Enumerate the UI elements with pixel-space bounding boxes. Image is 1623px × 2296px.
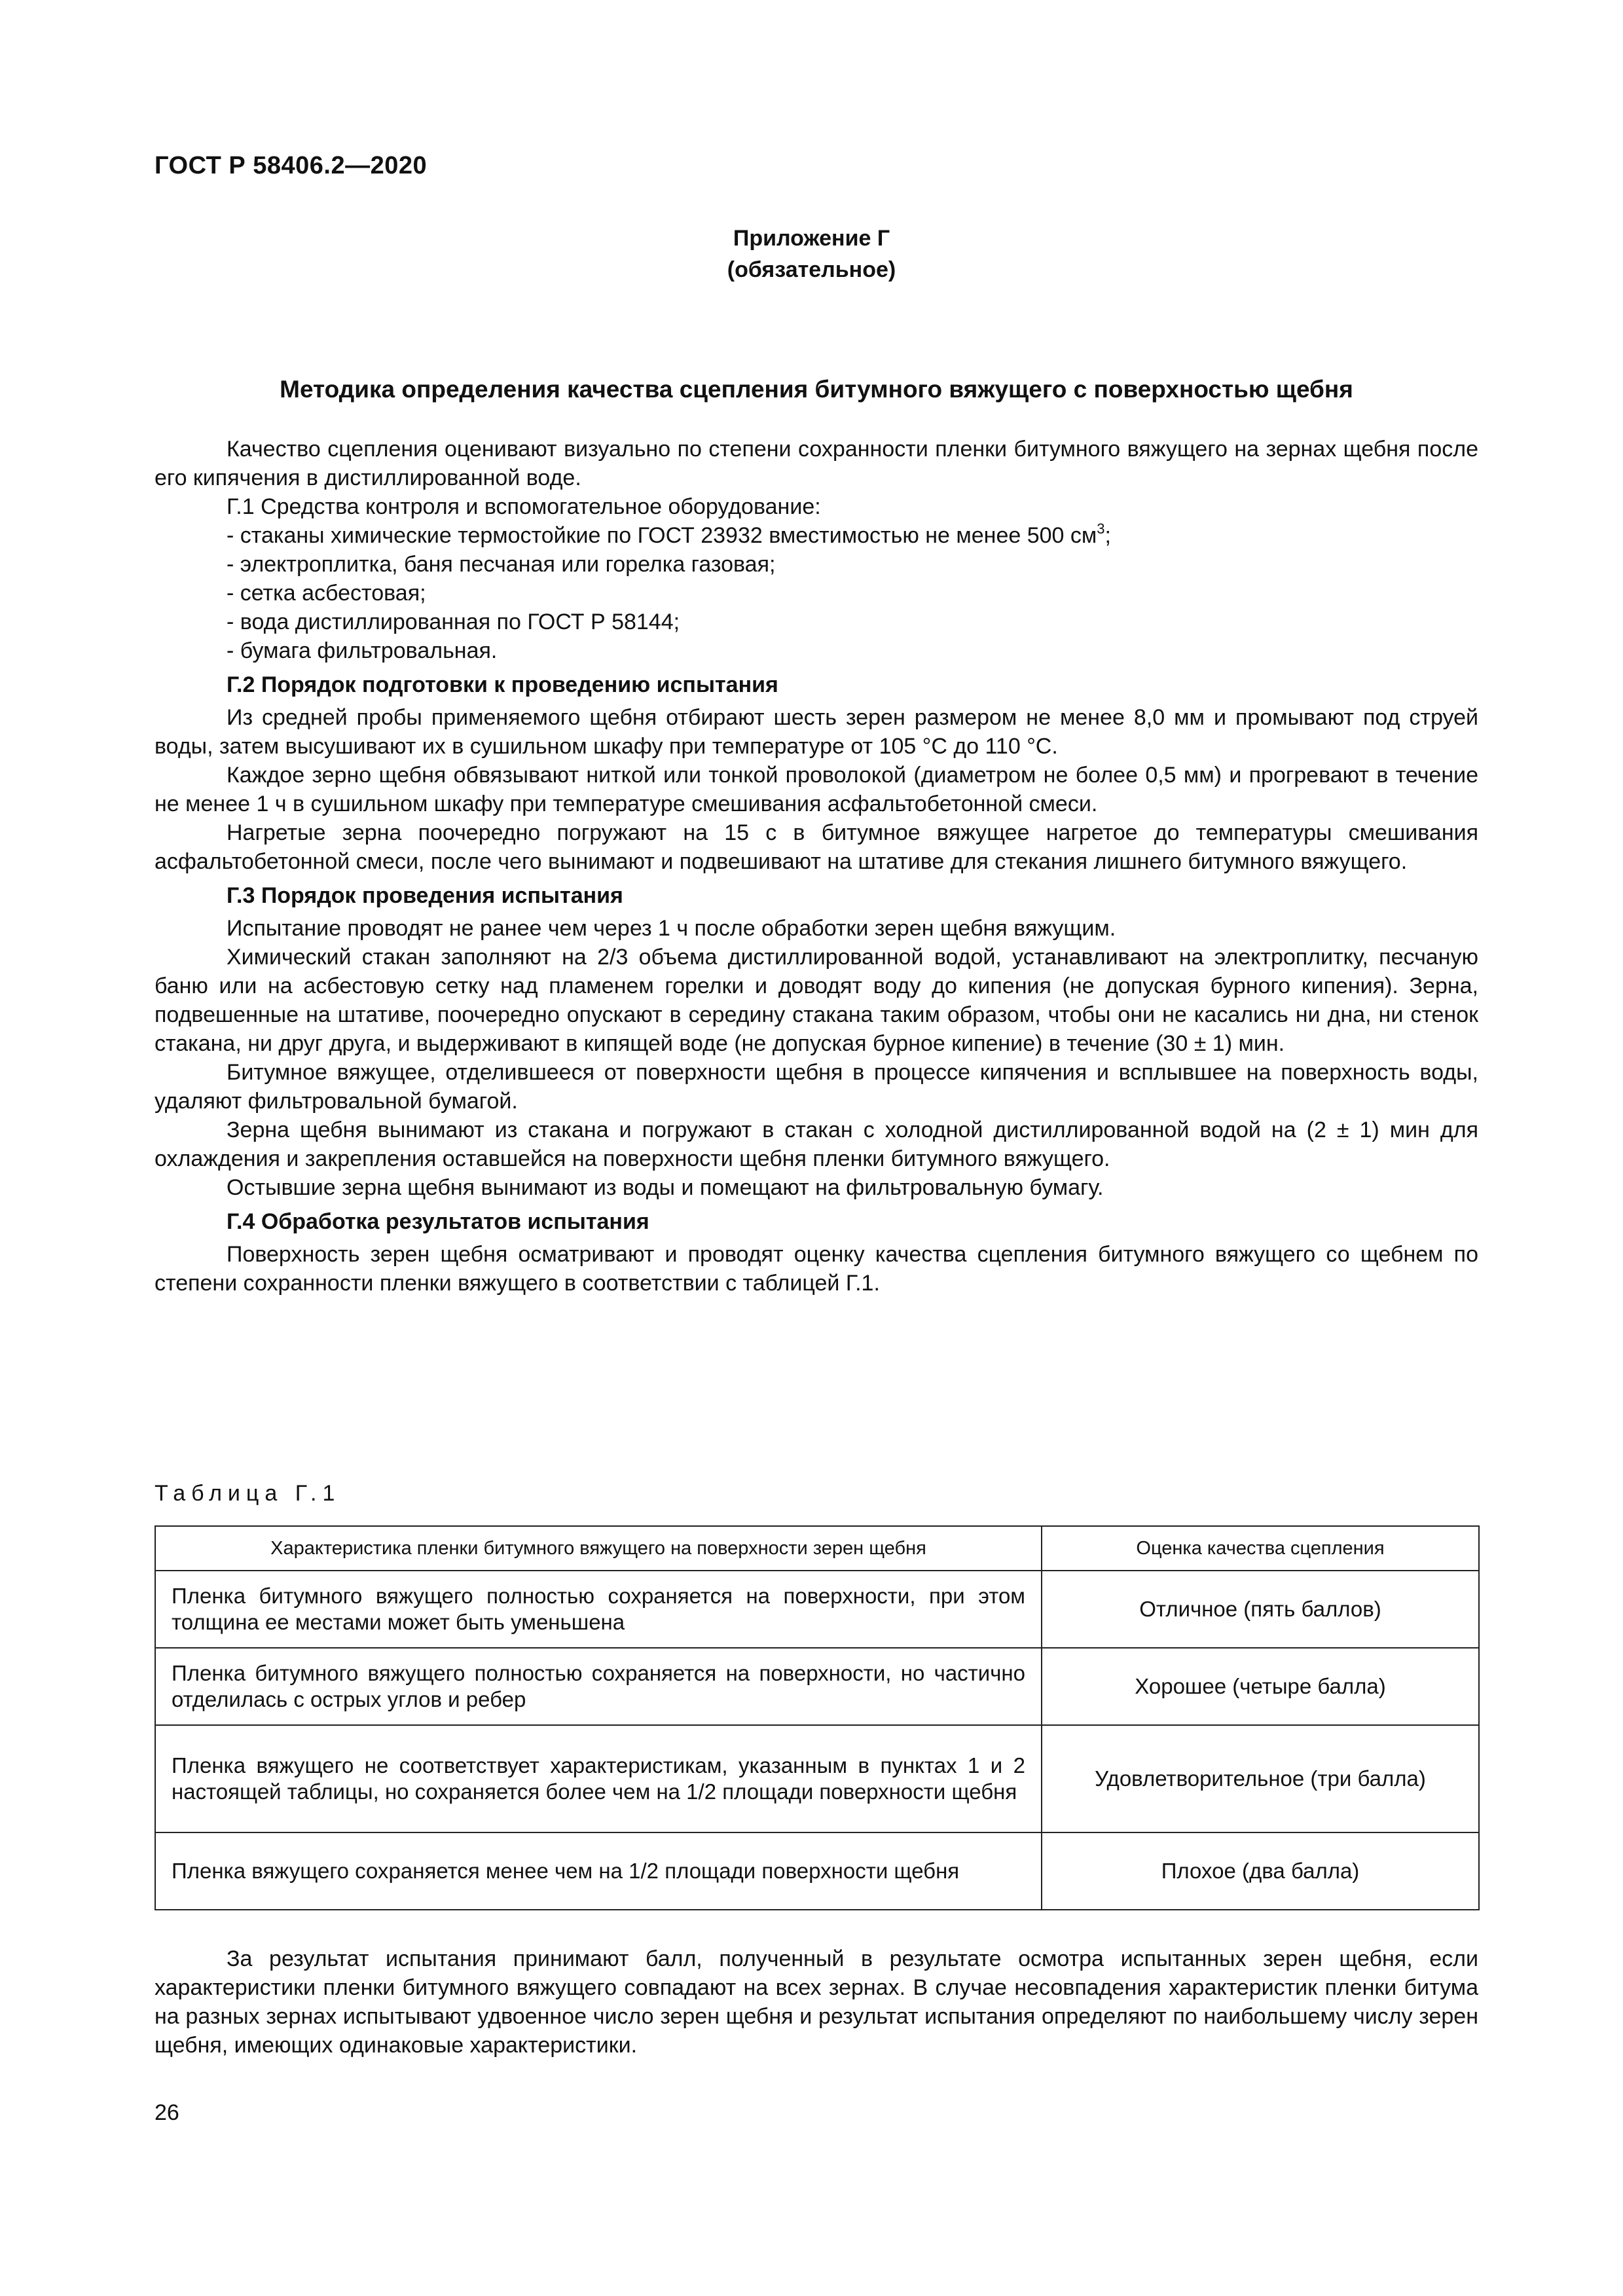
table-cell-characteristic: Пленка вяжущего не соответствует характеристикам, указанным в пунктах 1 и 2 настоящей таблицы, но сохраняется более чем на 1/2 площади поверхности щебня	[155, 1725, 1042, 1832]
equipment-list-item: - вода дистиллированная по ГОСТ Р 58144;	[227, 610, 680, 634]
table-cell-characteristic: Пленка битумного вяжущего полностью сохраняется на поверхности, при этом толщина ее местами может быть уменьшена	[155, 1571, 1042, 1648]
annex-status: (обязательное)	[727, 257, 896, 282]
g3-paragraph: Химический стакан заполняют на 2/3 объема дистиллированной водой, устанавливают на электроплитку, песчаную баню или на асбестовую сетку над пламенем горелки и доводят воду до кипения (не допуская бурного кипения). Зерна, подвешенные на штативе, поочередно опускают в середину стакана таким образом, чтобы они не касались ни дна, ни стенок стакана, ни друг друга, и выдерживают в кипящей воде (не допуская бурное кипение) в течение (30 ± 1) мин.	[155, 945, 1478, 1056]
page-number: 26	[155, 2100, 179, 2125]
table-row	[155, 1832, 1479, 1910]
g2-paragraph: Нагретые зерна поочередно погружают на 15 с в битумное вяжущее нагретое до температуры смешивания асфальтобетонной смеси, после чего вынимают и подвешивают на штативе для стекания лишнего битумного вяжущего.	[155, 820, 1478, 874]
g2-paragraph: Каждое зерно щебня обвязывают ниткой или тонкой проволокой (диаметром не более 0,5 мм) и прогревают в течение не менее 1 ч в сушильном шкафу при температуре смешивания асфальтобетонной смеси.	[155, 763, 1478, 816]
page-title: Методика определения качества сцепления битумного вяжущего с поверхностью щебня	[280, 376, 1353, 403]
g4-heading: Г.4 Обработка результатов испытания	[227, 1209, 649, 1234]
table-cell-assessment: Плохое (два балла)	[1042, 1832, 1479, 1910]
table-caption: Таблица Г.1	[155, 1481, 341, 1506]
table-header-assessment: Оценка качества сцепления	[1042, 1526, 1479, 1571]
table-row	[155, 1725, 1479, 1832]
intro-paragraph: Качество сцепления оценивают визуально по степени сохранности пленки битумного вяжущего на зернах щебня после его кипячения в дистиллированной воде.	[155, 437, 1478, 490]
g1-heading: Г.1 Средства контроля и вспомогательное оборудование:	[227, 494, 821, 519]
table-cell-assessment: Отличное (пять баллов)	[1042, 1571, 1479, 1648]
conclusion-section	[155, 1944, 1478, 2060]
g3-paragraph: Остывшие зерна щебня вынимают из воды и помещают на фильтровальную бумагу.	[227, 1175, 1104, 1200]
equipment-list-item: - сетка асбестовая;	[227, 581, 426, 606]
table-cell-assessment: Хорошее (четыре балла)	[1042, 1648, 1479, 1725]
g3-paragraph: Битумное вяжущее, отделившееся от поверхности щебня в процессе кипячения и всплывшее на поверхность воды, удаляют фильтровальной бумагой.	[155, 1060, 1478, 1114]
g2-heading: Г.2 Порядок подготовки к проведению испытания	[227, 672, 778, 697]
body-text-section	[155, 435, 1478, 1298]
table-header-characteristic: Характеристика пленки битумного вяжущего на поверхности зерен щебня	[155, 1526, 1042, 1571]
g4-paragraph: Поверхность зерен щебня осматривают и проводят оценку качества сцепления битумного вяжущего со щебнем по степени сохранности пленки вяжущего в соответствии с таблицей Г.1.	[155, 1242, 1478, 1296]
equipment-item-text: - стаканы химические термостойкие по ГОСТ 23932 вместимостью не менее 500 см	[227, 523, 1097, 548]
equipment-list-item: - бумага фильтровальная.	[227, 638, 498, 663]
g2-paragraph: Из средней пробы применяемого щебня отбирают шесть зерен размером не менее 8,0 мм и промывают под струей воды, затем высушивают их в сушильном шкафу при температуре от 105 °С до 110 °С.	[155, 705, 1478, 759]
superscript-3: 3	[1097, 520, 1105, 537]
g3-heading: Г.3 Порядок проведения испытания	[227, 883, 623, 908]
table-row	[155, 1571, 1479, 1648]
table-cell-characteristic: Пленка битумного вяжущего полностью сохраняется на поверхности, но частично отделилась с острых углов и ребер	[155, 1648, 1042, 1725]
annex-name: Приложение Г	[733, 226, 890, 251]
table-cell-characteristic: Пленка вяжущего сохраняется менее чем на 1/2 площади поверхности щебня	[155, 1832, 1042, 1910]
g3-paragraph: Испытание проводят не ранее чем через 1 ч после обработки зерен щебня вяжущим.	[227, 916, 1116, 941]
assessment-table	[155, 1525, 1480, 1910]
table-row	[155, 1648, 1479, 1725]
equipment-list-item	[155, 521, 1478, 550]
equipment-list-item: - электроплитка, баня песчаная или горелка газовая;	[227, 552, 776, 577]
table-cell-assessment: Удовлетворительное (три балла)	[1042, 1725, 1479, 1832]
conclusion-paragraph: За результат испытания принимают балл, полученный в результате осмотра испытанных зерен щебня, если характеристики пленки битумного вяжущего совпадают на всех зернах. В случае несовпадения характеристик пленки битума на разных зернах испытывают удвоенное число зерен щебня и результат испытания определяют по наибольшему числу зерен щебня, имеющих одинаковые характеристики.	[155, 1946, 1478, 2058]
equipment-item-end: ;	[1104, 523, 1111, 548]
document-header: ГОСТ Р 58406.2—2020	[155, 152, 428, 179]
g3-paragraph: Зерна щебня вынимают из стакана и погружают в стакан с холодной дистиллированной водой на (2 ± 1) мин для охлаждения и закрепления оставшейся на поверхности щебня пленки битумного вяжущего.	[155, 1118, 1478, 1171]
table-header-row	[155, 1526, 1479, 1571]
